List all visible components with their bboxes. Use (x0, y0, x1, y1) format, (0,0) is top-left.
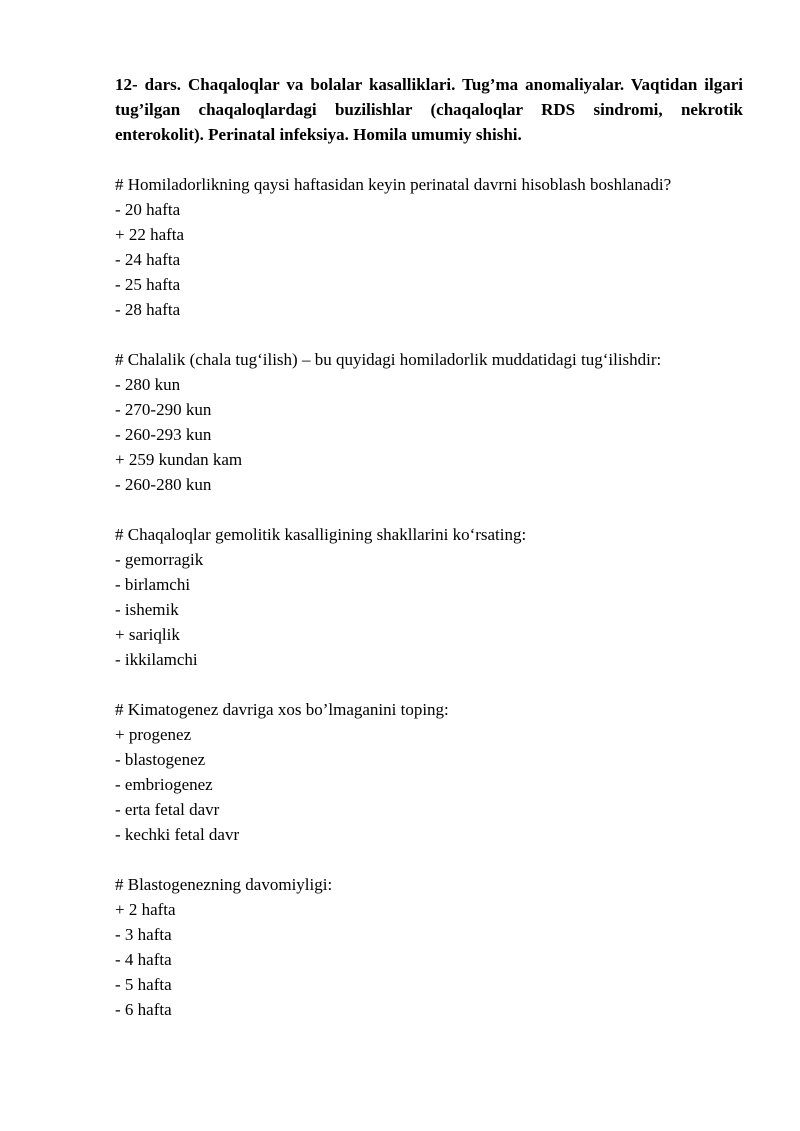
answer-option: + 259 kundan kam (115, 450, 243, 469)
answer-option: - erta fetal davr (115, 800, 220, 819)
answer-option: - 260-293 kun (115, 425, 212, 444)
lesson-title: 12- dars. Chaqaloqlar va bolalar kasalliklari. Tug’ma anomaliyalar. Vaqtidan ilgari tug’ilgan chaqaloqlardagi buzilishlar (chaqaloqlar RDS sindromi, nekrotik enterokolit). Perinatal infeksiya. Homila umumiy shishi. (115, 75, 743, 144)
answer-option: - blastogenez (115, 750, 206, 769)
answer-option: - 3 hafta (115, 925, 172, 944)
question-block (115, 522, 743, 672)
question-block (115, 872, 743, 1022)
answer-options (115, 197, 743, 322)
answer-option: - 6 hafta (115, 1000, 172, 1019)
answer-option: + 2 hafta (115, 900, 176, 919)
question-block (115, 347, 743, 497)
answer-option: - birlamchi (115, 575, 191, 594)
answer-option: - 20 hafta (115, 200, 181, 219)
answer-options (115, 372, 743, 497)
answer-option: - 4 hafta (115, 950, 172, 969)
answer-option: - 24 hafta (115, 250, 181, 269)
question-text: # Chaqaloqlar gemolitik kasalligining shakllarini ko‘rsating: (115, 525, 527, 544)
answer-options (115, 722, 743, 847)
answer-option: - gemorragik (115, 550, 204, 569)
question-text: # Blastogenezning davomiyligi: (115, 875, 333, 894)
question-text: # Homiladorlikning qaysi haftasidan keyin perinatal davrni hisoblash boshlanadi? (115, 175, 672, 194)
answer-option: - 280 kun (115, 375, 181, 394)
answer-option: + sariqlik (115, 625, 180, 644)
answer-option: - 28 hafta (115, 300, 181, 319)
answer-option: - 5 hafta (115, 975, 172, 994)
answer-option: - 270-290 kun (115, 400, 212, 419)
question-text: # Kimatogenez davriga xos bo’lmaganini toping: (115, 700, 449, 719)
answer-option: - embriogenez (115, 775, 213, 794)
answer-option: - ikkilamchi (115, 650, 198, 669)
answer-option: - ishemik (115, 600, 179, 619)
answer-option: + progenez (115, 725, 192, 744)
question-block (115, 172, 743, 322)
document-page (115, 72, 743, 1022)
answer-options (115, 897, 743, 1022)
answer-option: - 25 hafta (115, 275, 181, 294)
answer-option: - 260-280 kun (115, 475, 212, 494)
question-text: # Chalalik (chala tug‘ilish) – bu quyidagi homiladorlik muddatidagi tug‘ilishdir: (115, 350, 662, 369)
answer-option: - kechki fetal davr (115, 825, 240, 844)
answer-options (115, 547, 743, 672)
answer-option: + 22 hafta (115, 225, 185, 244)
question-block (115, 697, 743, 847)
